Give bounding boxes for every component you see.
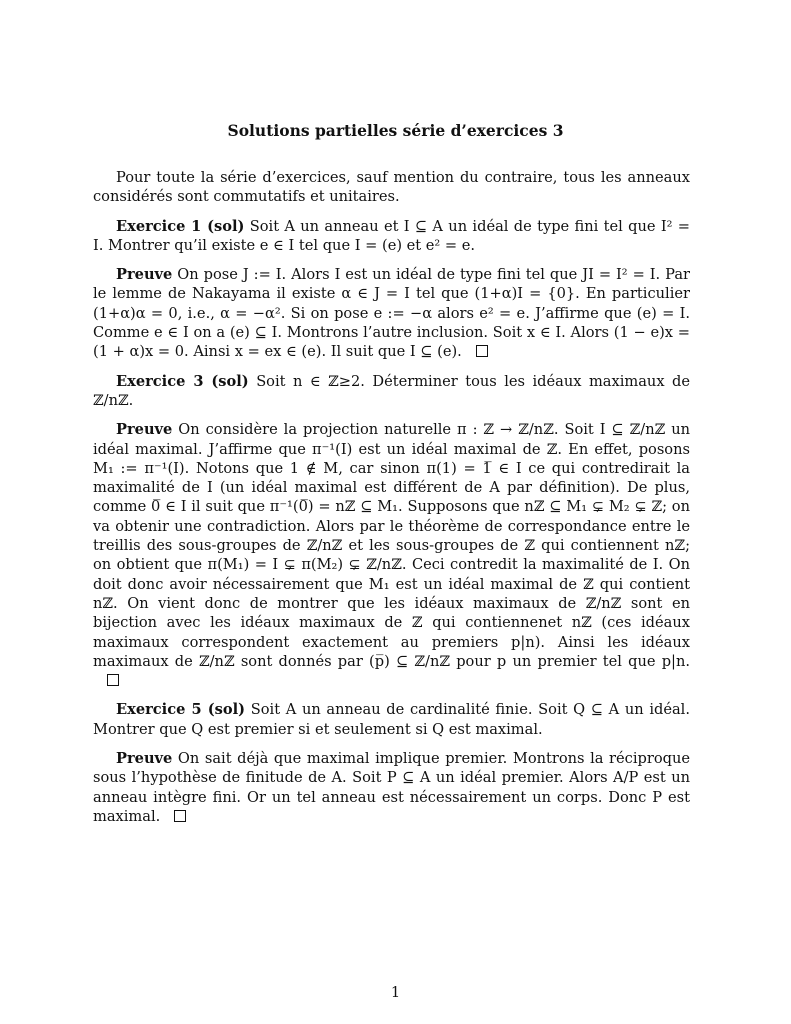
exercise-3	[93, 372, 690, 411]
page-number: 1	[390, 984, 401, 1001]
exercise-5-statement: Soit A un anneau de cardinalité finie. Soit Q ⊆ A un idéal. Montrer que Q est premier si et seulement si Q est maximal.	[93, 701, 690, 738]
exercise-5	[93, 700, 690, 739]
qed-square-icon	[476, 345, 488, 357]
exercise-1-statement: Soit A un anneau et I ⊆ A un idéal de type fini tel que I² = I. Montrer qu’il existe e ∈ I tel que I = (e) et e² = e.	[93, 217, 691, 254]
exercise-1	[93, 217, 690, 256]
proof-3-text: On considère la projection naturelle π : ℤ → ℤ/nℤ. Soit I ⊆ ℤ/nℤ un idéal maximal. J’affirme que π⁻¹(I) est un idéal maximal de ℤ. En effet, posons M₁ := π⁻¹(I). Notons que 1 ∉ M, car sinon π(1) = 1̅ ∈ I ce qui contredirait la maximalité de I (un idéal maximal est différent de A par définition). De plus, comme 0̅ ∈ I il suit que π⁻¹(0̅) = nℤ ⊆ M₁. Supposons que nℤ ⊆ M₁ ⊊ M₂ ⊊ ℤ; on va obtenir une contradiction. Alors par le théorème de correspondance entre le treillis des sous-groupes de ℤ/nℤ et les sous-groupes de ℤ qui contiennent nℤ; on obtient que π(M₁) = I ⊊ π(M₂) ⊊ ℤ/nℤ. Ceci contredit la maximalité de I. On doit donc avoir nécessairement que M₁ est un idéal maximal de ℤ qui contient nℤ. On vient donc de montrer que les idéaux maximaux de ℤ/nℤ sont en bijection avec les idéaux maximaux de ℤ qui contiennenet nℤ (ces idéaux maximaux correspondent exactement au premiers p|n). Ainsi les idéaux maximaux de ℤ/nℤ sont donnés par (p̅) ⊆ ℤ/nℤ pour p un premier tel que p|n.	[93, 421, 690, 670]
proof-1	[93, 265, 690, 361]
exercise-1-heading: Exercice 1 (sol)	[116, 217, 245, 235]
proof-5-label: Preuve	[116, 750, 173, 768]
qed-square-icon	[174, 810, 186, 822]
proof-5-text: On sait déjà que maximal implique premier. Montrons la réciproque sous l’hypothèse de finitude de A. Soit P ⊆ A un idéal premier. Alors A/P est un anneau intègre fini. Or un tel anneau est nécessairement un corps. Donc P est maximal.	[93, 750, 690, 825]
exercise-3-heading: Exercice 3 (sol)	[116, 372, 249, 390]
qed-square-icon	[107, 674, 119, 686]
proof-3	[93, 420, 690, 690]
proof-3-label: Preuve	[116, 421, 173, 439]
document-body	[93, 168, 690, 836]
page-title: Solutions partielles série d’exercices 3	[227, 121, 564, 140]
proof-1-text: On pose J := I. Alors I est un idéal de type fini tel que JI = I² = I. Par le lemme de Nakayama il existe α ∈ J = I tel que (1+α)I = {0}. En particulier (1+α)α = 0, i.e., α = −α². Si on pose e := −α alors e² = e. J’affirme que (e) = I. Comme e ∈ I on a (e) ⊆ I. Montrons l’autre inclusion. Soit x ∈ I. Alors (1 − e)x = (1 + α)x = 0. Ainsi x = ex ∈ (e). Il suit que I ⊆ (e).	[93, 266, 690, 361]
intro-paragraph: Pour toute la série d’exercices, sauf mention du contraire, tous les anneaux considérés sont commutatifs et unitaires.	[93, 169, 690, 206]
exercise-3-statement: Soit n ∈ ℤ≥2. Déterminer tous les idéaux maximaux de ℤ/nℤ.	[93, 372, 690, 409]
exercise-5-heading: Exercice 5 (sol)	[116, 701, 246, 719]
proof-1-label: Preuve	[116, 266, 173, 284]
proof-5	[93, 749, 690, 826]
